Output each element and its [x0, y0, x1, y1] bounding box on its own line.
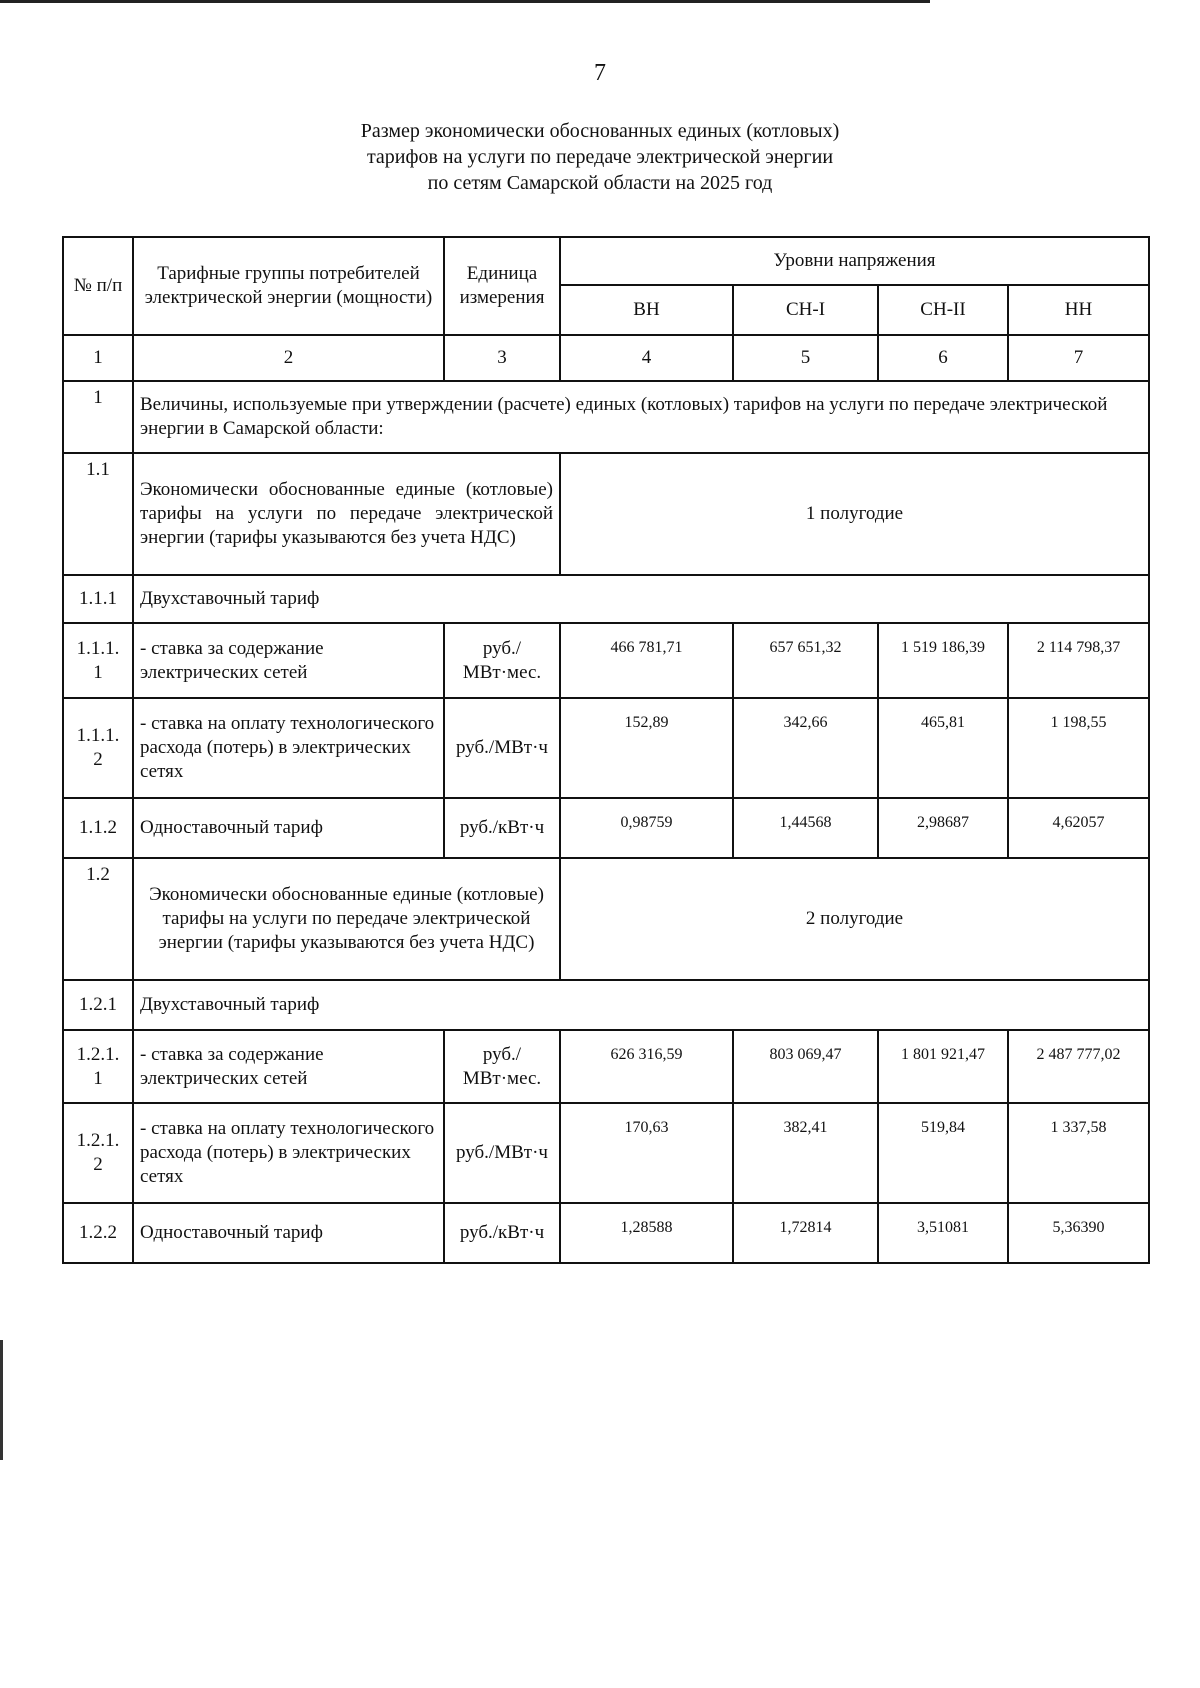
row-unit: руб./кВт·ч	[444, 1203, 560, 1263]
value-nn: 2 487 777,02	[1008, 1030, 1149, 1103]
row-num: 1.2.1	[63, 980, 133, 1030]
title-line-1: Размер экономически обоснованных единых (котловых)	[360, 120, 840, 142]
header-row-1	[63, 237, 1149, 285]
two-rate-row	[63, 980, 1149, 1030]
value-nn: 1 337,58	[1008, 1103, 1149, 1203]
table-row	[63, 623, 1149, 698]
col-number: 5	[733, 335, 878, 381]
block-num: 1.1	[63, 453, 133, 575]
value-sn1: 803 069,47	[733, 1030, 878, 1103]
value-sn1: 342,66	[733, 698, 878, 798]
value-vn: 626 316,59	[560, 1030, 733, 1103]
row-num: 1.1.2	[63, 798, 133, 858]
document-title	[0, 118, 1200, 196]
value-sn1: 382,41	[733, 1103, 878, 1203]
col-number: 6	[878, 335, 1008, 381]
row-unit: руб./кВт·ч	[444, 798, 560, 858]
row-num: 1.2.2	[63, 1203, 133, 1263]
col-number: 2	[133, 335, 444, 381]
row-name: - ставка за содержание электрических сетей	[133, 1030, 444, 1103]
row-unit: руб./МВт·ч	[444, 1103, 560, 1203]
header-groups: Тарифные группы потребителей электрической энергии (мощности)	[133, 237, 444, 335]
row-unit: руб./МВт·мес.	[444, 623, 560, 698]
header-sn2: СН-II	[878, 285, 1008, 335]
col-number: 4	[560, 335, 733, 381]
value-vn: 152,89	[560, 698, 733, 798]
section-row	[63, 381, 1149, 453]
table-row	[63, 1103, 1149, 1203]
scan-left-edge	[0, 1340, 3, 1460]
col-number: 7	[1008, 335, 1149, 381]
row-num: 1.1.1. 2	[63, 698, 133, 798]
value-sn2: 519,84	[878, 1103, 1008, 1203]
tariff-table	[62, 236, 1150, 1264]
scan-top-edge	[0, 0, 930, 3]
value-vn: 0,98759	[560, 798, 733, 858]
value-sn2: 3,51081	[878, 1203, 1008, 1263]
header-sn1: СН-I	[733, 285, 878, 335]
row-name: - ставка за содержание электрических сетей	[133, 623, 444, 698]
value-vn: 1,28588	[560, 1203, 733, 1263]
table-row	[63, 1030, 1149, 1103]
row-name: Одноставочный тариф	[133, 798, 444, 858]
row-num: 1.1.1	[63, 575, 133, 623]
row-name: - ставка на оплату технологического расхода (потерь) в электрических сетях	[133, 698, 444, 798]
col-number: 1	[63, 335, 133, 381]
value-sn2: 465,81	[878, 698, 1008, 798]
row-num: 1.1.1. 1	[63, 623, 133, 698]
header-levels: Уровни напряжения	[560, 237, 1149, 285]
period-label: 2 полугодие	[560, 858, 1149, 980]
block-num: 1.2	[63, 858, 133, 980]
value-sn2: 2,98687	[878, 798, 1008, 858]
section-text: Величины, используемые при утверждении (расчете) единых (котловых) тарифов на услуги по передаче электрической энергии в Самарской области:	[133, 381, 1149, 453]
block-text: Экономически обоснованные единые (котловые) тарифы на услуги по передаче электрической энергии (тарифы указываются без учета НДС)	[133, 453, 560, 575]
block-header-row	[63, 453, 1149, 575]
row-name: - ставка на оплату технологического расхода (потерь) в электрических сетях	[133, 1103, 444, 1203]
block-text: Экономически обоснованные единые (котловые) тарифы на услуги по передаче электрической энергии (тарифы указываются без учета НДС)	[133, 858, 560, 980]
row-name: Двухставочный тариф	[133, 575, 1149, 623]
block-header-row	[63, 858, 1149, 980]
row-num: 1.2.1. 2	[63, 1103, 133, 1203]
value-sn2: 1 519 186,39	[878, 623, 1008, 698]
title-line-3: по сетям Самарской области на 2025 год	[427, 172, 773, 194]
col-number: 3	[444, 335, 560, 381]
section-num: 1	[63, 381, 133, 453]
header-vn: ВН	[560, 285, 733, 335]
row-unit: руб./МВт·ч	[444, 698, 560, 798]
value-nn: 1 198,55	[1008, 698, 1149, 798]
title-line-2: тарифов на услуги по передаче электрической энергии	[366, 146, 834, 168]
two-rate-row	[63, 575, 1149, 623]
table-row	[63, 798, 1149, 858]
value-sn2: 1 801 921,47	[878, 1030, 1008, 1103]
period-label: 1 полугодие	[560, 453, 1149, 575]
row-unit: руб./МВт·мес.	[444, 1030, 560, 1103]
value-sn1: 1,72814	[733, 1203, 878, 1263]
value-sn1: 1,44568	[733, 798, 878, 858]
row-name: Одноставочный тариф	[133, 1203, 444, 1263]
table-row	[63, 1203, 1149, 1263]
header-nn: НН	[1008, 285, 1149, 335]
header-unit: Единица измерения	[444, 237, 560, 335]
row-num: 1.2.1. 1	[63, 1030, 133, 1103]
table-row	[63, 698, 1149, 798]
value-nn: 5,36390	[1008, 1203, 1149, 1263]
value-sn1: 657 651,32	[733, 623, 878, 698]
row-name: Двухставочный тариф	[133, 980, 1149, 1030]
page-number: 7	[594, 60, 606, 86]
value-nn: 2 114 798,37	[1008, 623, 1149, 698]
value-nn: 4,62057	[1008, 798, 1149, 858]
value-vn: 170,63	[560, 1103, 733, 1203]
value-vn: 466 781,71	[560, 623, 733, 698]
column-numbers-row	[63, 335, 1149, 381]
header-num: № п/п	[63, 237, 133, 335]
